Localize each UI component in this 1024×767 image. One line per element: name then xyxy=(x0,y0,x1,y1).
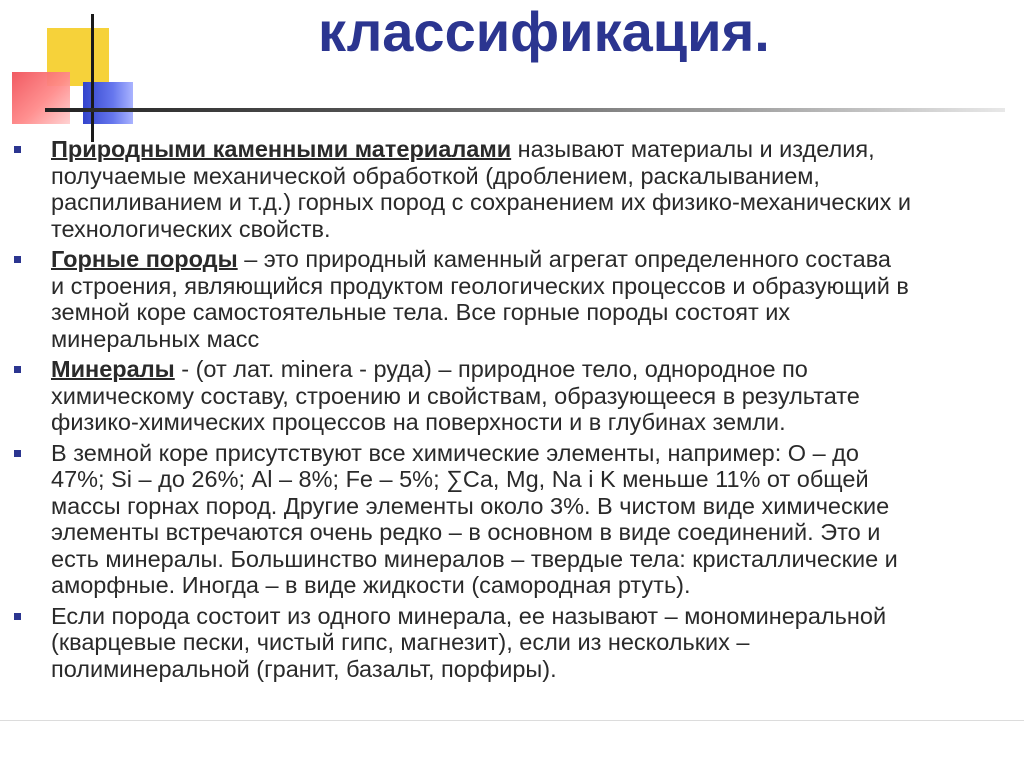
line-text: распиливанием и т.д.) горных пород с сохранением их физико-механических и xyxy=(51,189,912,215)
bullet-text-line xyxy=(51,189,1024,216)
bullet-item xyxy=(0,440,1024,599)
line-text: есть минералы. Большинство минералов – твердые тела: кристаллические и xyxy=(51,545,898,572)
slide-bottom-edge xyxy=(0,720,1024,721)
line-text: получаемые механической обработкой (дроблением, раскалыванием, xyxy=(51,162,820,189)
line-text: - (от лат. minera - руда) – природное тело, однородное по xyxy=(174,356,808,382)
bullet-text-line xyxy=(51,603,1024,630)
bullet-text-line xyxy=(51,466,1024,493)
bullet-square-icon xyxy=(14,450,21,457)
bullet-text-line xyxy=(51,519,1024,546)
bullet-text-line xyxy=(51,273,1024,300)
bullet-text-line xyxy=(51,383,1024,410)
bullet-text-line xyxy=(51,572,1024,599)
slide-title: классификация. xyxy=(318,0,770,63)
line-text: массы горнах пород. Другие элементы около 3%. В чистом виде химические xyxy=(51,492,890,519)
line-text: земной коре самостоятельные тела. Все горные породы состоят их xyxy=(51,299,791,325)
line-text: 47%; Si – до 26%; Al – 8%; Fe – 5%; ∑Ca, Mg, Na і K меньше 11% от общей xyxy=(51,466,869,492)
line-text: – это природный каменный агрегат определенного состава xyxy=(237,246,892,272)
bullet-square-icon xyxy=(14,366,21,373)
bullet-item xyxy=(0,246,1024,352)
bullet-list xyxy=(0,136,1024,726)
logo-vertical-line xyxy=(91,14,94,142)
line-text: химическому составу, строению и свойствам, образующееся в результате xyxy=(51,382,860,409)
bullet-square-icon xyxy=(14,256,21,263)
line-text: полиминеральной (гранит, базальт, порфиры). xyxy=(51,655,557,682)
bullet-text-line xyxy=(51,136,1024,163)
bullet-text-line xyxy=(51,656,1024,683)
title-underline-rule xyxy=(45,108,1005,112)
line-text: физико-химических процессов на поверхности и в глубинах земли. xyxy=(51,409,786,435)
bullet-square-icon xyxy=(14,613,21,620)
logo-red-square xyxy=(12,72,70,124)
bullet-text-line xyxy=(51,409,1024,436)
line-text: элементы встречаются очень редко – в основном в виде соединений. Это и xyxy=(51,519,881,545)
bullet-text-line xyxy=(51,546,1024,573)
bullet-text-line xyxy=(51,440,1024,467)
line-text: технологических свойств. xyxy=(51,215,331,242)
line-text: и строения, являющийся продуктом геологических процессов и образующий в xyxy=(51,272,909,299)
bullet-text-line xyxy=(51,493,1024,520)
bullet-text-line xyxy=(51,163,1024,190)
defined-term: Природными каменными материалами xyxy=(51,136,512,162)
bullet-item xyxy=(0,356,1024,436)
bullet-text-line xyxy=(51,299,1024,326)
bullet-text-line xyxy=(51,246,1024,273)
bullet-text-line xyxy=(51,216,1024,243)
line-text: Если порода состоит из одного минерала, ее называют – мономинеральной xyxy=(51,602,887,629)
bullet-text-line xyxy=(51,326,1024,353)
defined-term: Горные породы xyxy=(51,246,238,272)
bullet-text-line xyxy=(51,629,1024,656)
defined-term: Минералы xyxy=(51,356,175,382)
line-text: аморфные. Иногда – в виде жидкости (самородная ртуть). xyxy=(51,572,691,598)
line-text: (кварцевые пески, чистый гипс, магнезит), если из нескольких – xyxy=(51,629,750,655)
line-text: В земной коре присутствуют все химические элементы, например: O – до xyxy=(51,439,859,466)
bullet-square-icon xyxy=(14,146,21,153)
bullet-item xyxy=(0,136,1024,242)
bullet-text-line xyxy=(51,356,1024,383)
line-text: называют материалы и изделия, xyxy=(511,136,875,162)
line-text: минеральных масс xyxy=(51,325,260,352)
bullet-item xyxy=(0,603,1024,683)
